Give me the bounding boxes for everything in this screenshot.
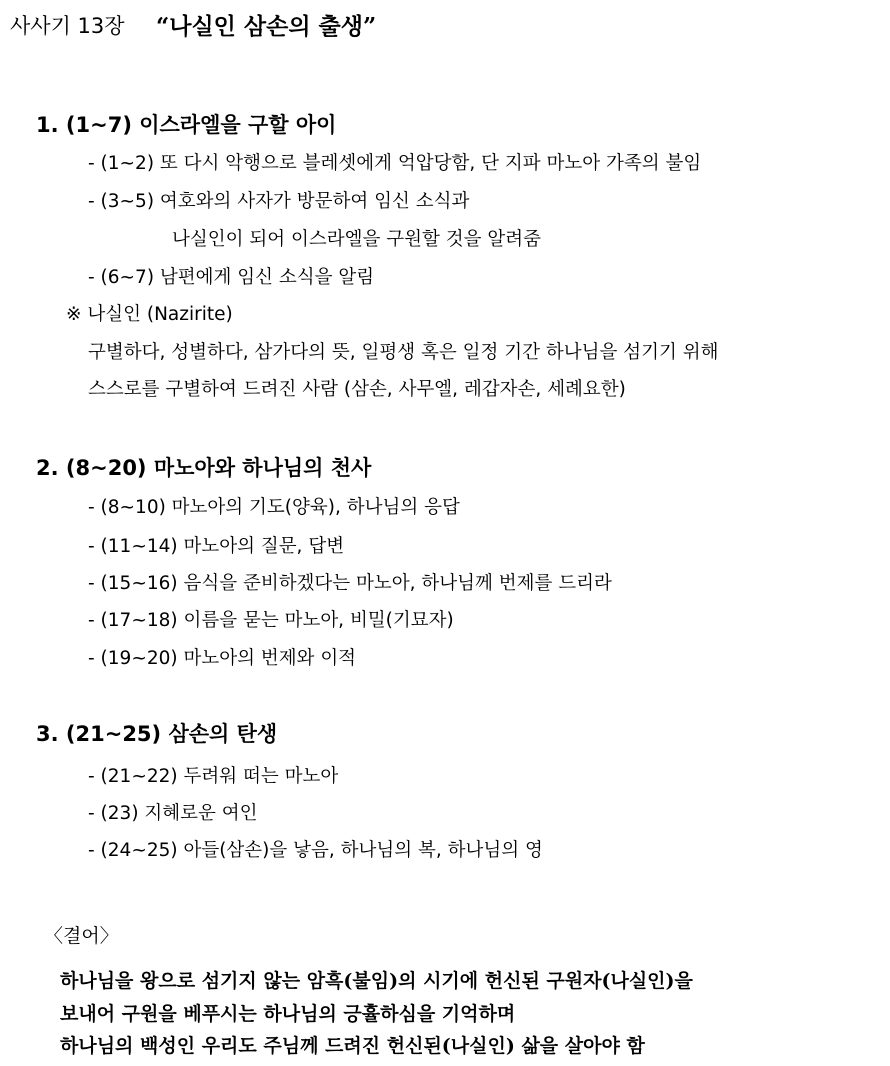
section-1-heading: 1. (1~7) 이스라엘을 구할 아이 — [36, 113, 337, 137]
conclusion-label: 〈결어〉 — [44, 925, 119, 947]
section-3-item: - (21~22) 두려워 떠는 마노아 — [88, 766, 339, 787]
section-1-item: - (6~7) 남편에게 임신 소식을 알림 — [88, 267, 375, 288]
conclusion-line: 하나님의 백성인 우리도 주님께 드려진 헌신된(나실인) 삶을 살아야 함 — [60, 1035, 645, 1057]
section-2-item: - (8~10) 마노아의 기도(양육), 하나님의 응답 — [88, 497, 460, 518]
section-2-item: - (17~18) 이름을 묻는 마노아, 비밀(기묘자) — [88, 610, 454, 631]
chapter-reference: 사사기 13장 — [10, 14, 125, 38]
section-1-item: - (1~2) 또 다시 악행으로 블레셋에게 억압당함, 단 지파 마노아 가족의 불임 — [88, 153, 702, 174]
section-2-heading: 2. (8~20) 마노아와 하나님의 천사 — [36, 456, 372, 480]
nazirite-note-line: 구별하다, 성별하다, 삼가다의 뜻, 일평생 혹은 일정 기간 하나님을 섬기기 위해 — [88, 342, 719, 363]
section-2-item: - (15~16) 음식을 준비하겠다는 마노아, 하나님께 번제를 드리라 — [88, 573, 612, 594]
nazirite-note-line: 스스로를 구별하여 드려진 사람 (삼손, 사무엘, 레갑자손, 세례요한) — [88, 379, 626, 400]
conclusion-line: 하나님을 왕으로 섬기지 않는 암흑(불임)의 시기에 헌신된 구원자(나실인)을 — [60, 970, 693, 992]
section-2-item: - (19~20) 마노아의 번제와 이적 — [88, 648, 357, 669]
section-3-item: - (24~25) 아들(삼손)을 낳음, 하나님의 복, 하나님의 영 — [88, 840, 543, 861]
conclusion-line: 보내어 구원을 베푸시는 하나님의 긍휼하심을 기억하며 — [60, 1003, 516, 1025]
section-1-item: - (3~5) 여호와의 사자가 방문하여 임신 소식과 — [88, 191, 470, 212]
section-3-heading: 3. (21~25) 삼손의 탄생 — [36, 722, 278, 746]
section-2-item: - (11~14) 마노아의 질문, 답변 — [88, 536, 345, 557]
section-3-item: - (23) 지혜로운 여인 — [88, 803, 258, 824]
section-1-item-continuation: 나실인이 되어 이스라엘을 구원할 것을 알려줌 — [172, 229, 541, 250]
nazirite-note-label: ※ 나실인 (Nazirite) — [66, 304, 233, 325]
page-title: “나실인 삼손의 출생” — [156, 13, 377, 40]
